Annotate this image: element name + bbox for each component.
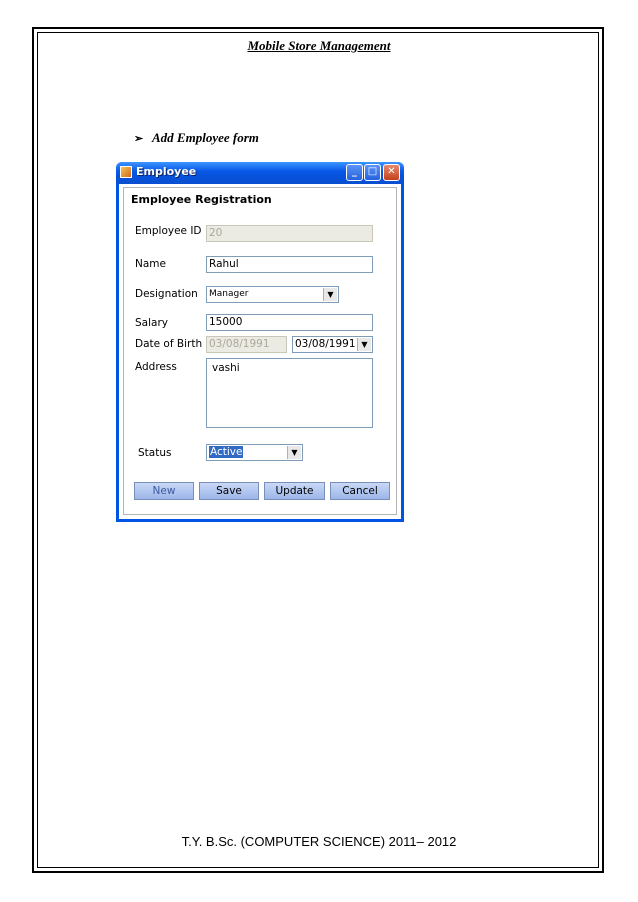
window-title: Employee (136, 165, 197, 178)
name-field[interactable]: Rahul (206, 256, 373, 273)
bullet-text: Add Employee form (152, 130, 259, 145)
dob-label: Date of Birth (135, 338, 203, 350)
page-footer: T.Y. B.Sc. (COMPUTER SCIENCE) 2011– 2012 (181, 834, 457, 849)
close-button[interactable]: ✕ (383, 164, 400, 181)
dropdown-arrow-icon[interactable]: ▼ (323, 288, 337, 301)
dropdown-arrow-icon[interactable]: ▼ (287, 446, 301, 459)
designation-select[interactable] (206, 286, 339, 303)
name-label: Name (135, 258, 166, 270)
new-button[interactable]: New (134, 482, 194, 500)
cancel-button[interactable]: Cancel (330, 482, 390, 500)
designation-value: Manager (209, 289, 249, 299)
document-title: Mobile Store Management (247, 38, 391, 53)
status-value: Active (210, 446, 243, 458)
address-label: Address (135, 361, 177, 373)
salary-field[interactable]: 15000 (206, 314, 373, 331)
employee-id-label: Employee ID (135, 225, 202, 237)
update-button[interactable]: Update (264, 482, 325, 500)
calendar-dropdown-icon[interactable]: ▼ (357, 338, 371, 351)
save-button[interactable]: Save (199, 482, 259, 500)
employee-id-field: 20 (206, 225, 373, 242)
form-heading: Employee Registration (131, 193, 272, 206)
status-select[interactable] (206, 444, 303, 461)
window-titlebar[interactable] (116, 162, 404, 184)
salary-label: Salary (135, 317, 168, 329)
designation-label: Designation (135, 288, 198, 300)
minimize-button[interactable]: _ (346, 164, 363, 181)
dob-display-field: 03/08/1991 (206, 336, 287, 353)
maximize-button[interactable]: □ (364, 164, 381, 181)
address-textarea[interactable]: vashi (206, 358, 373, 428)
dob-date-picker[interactable] (292, 336, 373, 353)
dob-picker-value: 03/08/1991 (295, 338, 356, 350)
app-icon (120, 166, 132, 178)
arrow-bullet-icon: ➢ (134, 133, 144, 145)
status-label: Status (138, 447, 172, 459)
bullet-item (134, 130, 259, 146)
